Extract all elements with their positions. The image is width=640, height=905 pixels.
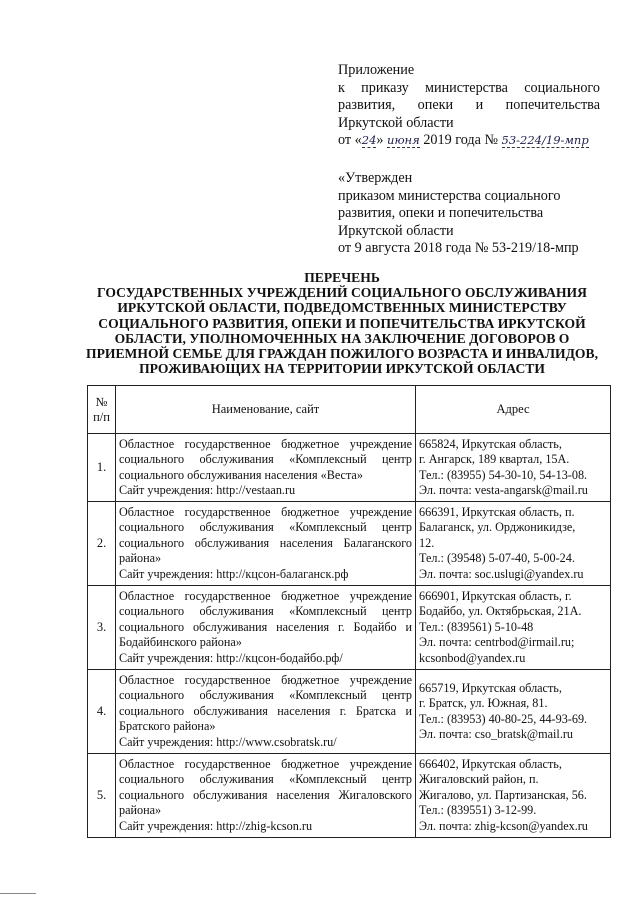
address-cell (416, 434, 611, 502)
institution-name-cell (116, 502, 416, 586)
institutions-table (87, 385, 611, 838)
address-line: г. Ангарск, 189 квартал, 15А. (419, 452, 570, 467)
address-cell (416, 586, 611, 670)
name-line: Областное государственное бюджетное учреждение (119, 436, 412, 451)
name-line: Братского района» (119, 719, 216, 734)
institution-name-cell (116, 754, 416, 838)
name-line: социального обслуживания «Комплексный центр (119, 520, 412, 535)
title-line: ГОСУДАРСТВЕННЫХ УЧРЕЖДЕНИЙ СОЦИАЛЬНОГО ОБСЛУЖИВАНИЯ (97, 285, 587, 301)
header-number-symbol: № (95, 394, 108, 409)
appendix-line: к приказу министерства социального (338, 79, 600, 96)
email-line: Эл. почта: soc.uslugi@yandex.ru (419, 566, 584, 581)
name-line: социального обслуживания «Комплексный центр (119, 688, 412, 703)
address-cell (416, 670, 611, 754)
name-line: района» (119, 551, 162, 566)
name-line: Областное государственное бюджетное учреждение (119, 588, 412, 603)
website-line: Сайт учреждения: http://кцсон-бодайбо.рф/ (119, 650, 343, 665)
name-line: социального обслуживания населения Жигаловского (119, 787, 412, 802)
name-line: социального обслуживания населения «Веста» (119, 467, 363, 482)
institution-name-cell (116, 586, 416, 670)
row-number: 1. (88, 434, 116, 502)
name-line: социального обслуживания «Комплексный центр (119, 452, 412, 467)
website-line: Сайт учреждения: http://zhig-kcson.ru (119, 818, 313, 833)
address-line: г. Братск, ул. Южная, 81. (419, 696, 548, 711)
address-line: 666901, Иркутская область, г. (419, 588, 572, 603)
footer-rule (0, 893, 36, 894)
approved-line: приказом министерства социального (338, 187, 561, 204)
approved-line: «Утвержден (338, 170, 413, 186)
table-row (88, 670, 611, 754)
phone-line: Тел.: (839561) 5-10-48 (419, 619, 534, 634)
phone-line: Тел.: (83955) 54-30-10, 54-13-08. (419, 467, 588, 482)
header-number (88, 386, 116, 434)
phone-line: Тел.: (839551) 3-12-99. (419, 803, 537, 818)
address-line: Жигалово, ул. Партизанская, 56. (419, 787, 587, 802)
address-line: 12. (419, 535, 435, 550)
header-number-label: п/п (93, 409, 110, 424)
website-line: Сайт учреждения: http://vestaan.ru (119, 482, 296, 497)
table-header-row (88, 386, 611, 434)
table-row (88, 434, 611, 502)
institution-name-cell (116, 670, 416, 754)
address-line: 665719, Иркутская область, (419, 680, 562, 695)
table-row (88, 754, 611, 838)
appendix-line: Приложение (338, 62, 415, 78)
approved-block (338, 170, 608, 258)
date-prefix: от « (338, 132, 362, 148)
address-line: 666391, Иркутская область, п. (419, 504, 575, 519)
email-line: Эл. почта: zhig-kcson@yandex.ru (419, 818, 588, 833)
title-line: ИРКУТСКОЙ ОБЛАСТИ, ПОДВЕДОМСТВЕННЫХ МИНИСТЕРСТВУ (117, 300, 567, 316)
address-line: 666402, Иркутская область, (419, 756, 562, 771)
title-line: ПРОЖИВАЮЩИХ НА ТЕРРИТОРИИ ИРКУТСКОЙ ОБЛАСТИ (139, 361, 545, 377)
appendix-block (338, 62, 600, 150)
title-line: ПРИЕМНОЙ СЕМЬЕ ДЛЯ ГРАЖДАН ПОЖИЛОГО ВОЗРАСТА И ИНВАЛИДОВ, (86, 346, 598, 362)
title-line: СОЦИАЛЬНОГО РАЗВИТИЯ, ОПЕКИ И ПОПЕЧИТЕЛЬСТВА ИРКУТСКОЙ (98, 315, 586, 331)
name-line: социального обслуживания «Комплексный центр (119, 772, 412, 787)
institution-name-cell (116, 434, 416, 502)
name-line: социального обслуживания «Комплексный центр (119, 604, 412, 619)
name-line: социального обслуживания населения Балаганского (119, 535, 412, 550)
address-cell (416, 502, 611, 586)
phone-line: Тел.: (39548) 5-07-40, 5-00-24. (419, 551, 575, 566)
document-title (72, 270, 612, 376)
appendix-date-line (338, 132, 600, 150)
email-line: Эл. почта: cso_bratsk@mail.ru (419, 726, 574, 741)
row-number: 5. (88, 754, 116, 838)
approved-line: Иркутской области (338, 222, 454, 239)
appendix-line: Иркутской области (338, 114, 454, 131)
handwritten-month: июня (387, 133, 420, 147)
email-line: kcsonbod@yandex.ru (419, 650, 526, 665)
name-line: Бодайбинского района» (119, 635, 242, 650)
name-line: социального обслуживания населения г. Бодайбо и (119, 619, 412, 634)
name-line: Областное государственное бюджетное учреждение (119, 672, 412, 687)
name-line: района» (119, 803, 162, 818)
email-line: Эл. почта: centrbod@irmail.ru; (419, 635, 575, 650)
address-line: Жигаловский район, п. (419, 772, 539, 787)
header-address: Адрес (416, 386, 611, 434)
address-line: Балаганск, ул. Орджоникидзе, (419, 520, 576, 535)
handwritten-order-number: 53-224/19-мпр (501, 133, 589, 147)
date-year: 2019 года № (423, 132, 498, 148)
appendix-line: развития, опеки и попечительства (338, 97, 600, 113)
name-line: Областное государственное бюджетное учреждение (119, 756, 412, 771)
handwritten-day: 24 (361, 133, 377, 147)
phone-line: Тел.: (83953) 40-80-25, 44-93-69. (419, 711, 588, 726)
address-line: Бодайбо, ул. Октябрьская, 21А. (419, 604, 582, 619)
approved-line: развития, опеки и попечительства (338, 205, 544, 221)
website-line: Сайт учреждения: http://www.csobratsk.ru/ (119, 734, 337, 749)
table-row (88, 586, 611, 670)
row-number: 2. (88, 502, 116, 586)
title-line: ПЕРЕЧЕНЬ (304, 270, 380, 285)
title-line: ОБЛАСТИ, УПОЛНОМОЧЕННЫХ НА ЗАКЛЮЧЕНИЕ ДОГОВОРОВ О (114, 330, 570, 346)
address-line: 665824, Иркутская область, (419, 436, 562, 451)
table-row (88, 502, 611, 586)
name-line: социального обслуживания населения г. Братска и (119, 703, 412, 718)
date-mid: » (376, 132, 384, 148)
address-cell (416, 754, 611, 838)
row-number: 4. (88, 670, 116, 754)
row-number: 3. (88, 586, 116, 670)
website-line: Сайт учреждения: http://кцсон-балаганск.рф (119, 566, 349, 581)
name-line: Областное государственное бюджетное учреждение (119, 504, 412, 519)
header-name: Наименование, сайт (116, 386, 416, 434)
email-line: Эл. почта: vesta-angarsk@mail.ru (419, 482, 588, 497)
approved-line: от 9 августа 2018 года № 53-219/18-мпр (338, 240, 579, 256)
